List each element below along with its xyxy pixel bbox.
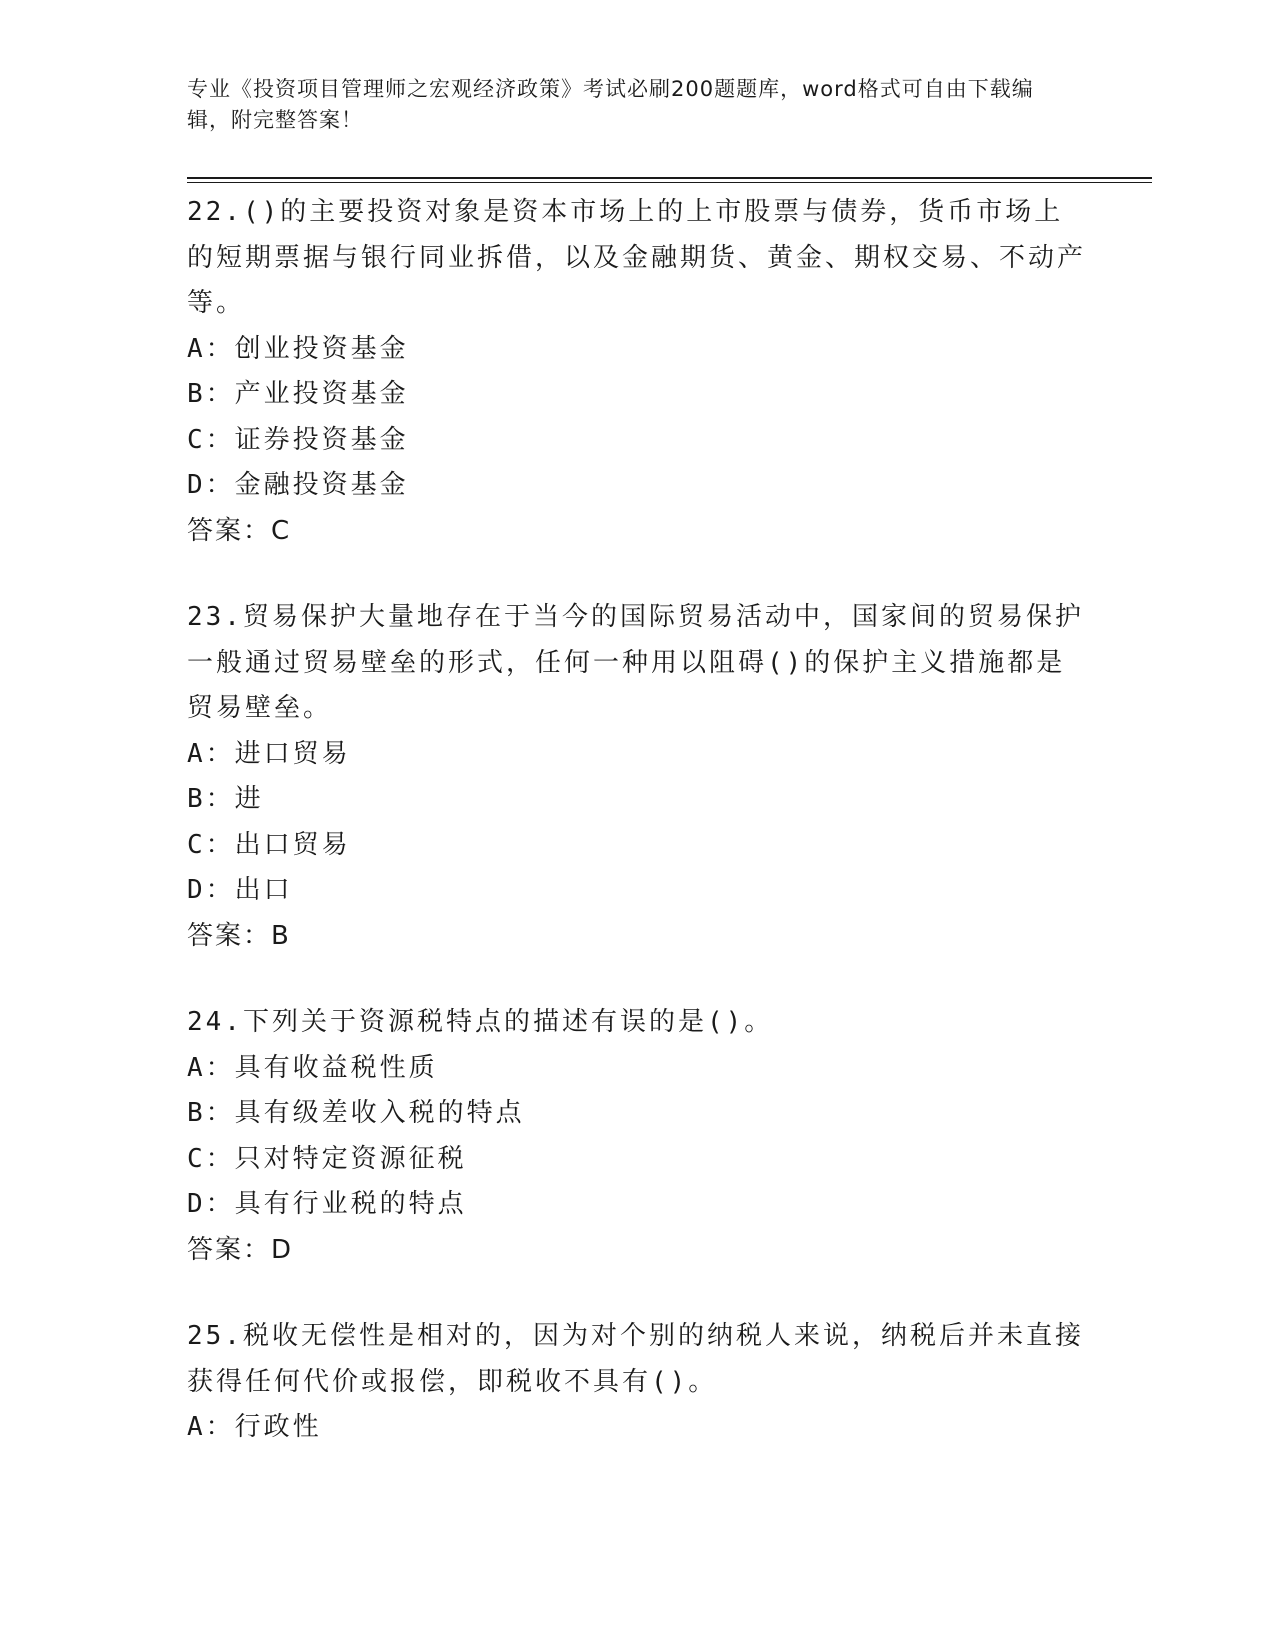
answer-line: 答案：D — [187, 1234, 294, 1265]
question-23 — [187, 595, 1087, 959]
question-stem: 23.贸易保护大量地存在于当今的国际贸易活动中，国家间的贸易保护一般通过贸易壁垒的形式，任何一种用以阻碍()的保护主义措施都是贸易壁垒。 — [187, 602, 1084, 723]
option-c: C：证券投资基金 — [187, 424, 409, 455]
option-b: B：产业投资基金 — [187, 379, 409, 409]
answer-line: 答案：B — [187, 920, 291, 951]
option-d: D：具有行业税的特点 — [187, 1189, 467, 1219]
option-a: A：具有收益税性质 — [187, 1052, 438, 1083]
question-25 — [187, 1314, 1087, 1451]
option-d: D：金融投资基金 — [187, 470, 409, 500]
option-a: A：行政性 — [187, 1412, 322, 1442]
question-stem: 24.下列关于资源税特点的描述有误的是()。 — [187, 1007, 774, 1037]
option-a: A：创业投资基金 — [187, 333, 409, 364]
answer-line: 答案：C — [187, 515, 292, 546]
question-list — [187, 190, 1087, 1492]
option-d: D：出口 — [187, 875, 293, 905]
question-stem: 22.()的主要投资对象是资本市场上的上市股票与债券，货币市场上的短期票据与银行同业拆借，以及金融期货、黄金、期权交易、不动产等。 — [187, 197, 1087, 318]
header-rule-thick — [187, 177, 1152, 179]
option-c: C：只对特定资源征税 — [187, 1143, 467, 1174]
question-stem: 25.税收无偿性是相对的，因为对个别的纳税人来说，纳税后并未直接获得任何代价或报偿，即税收不具有()。 — [187, 1321, 1084, 1397]
question-24 — [187, 1000, 1087, 1273]
document-header: 专业《投资项目管理师之宏观经济政策》考试必刷200题题库，word格式可自由下载编辑，附完整答案！ — [187, 77, 1034, 132]
question-22 — [187, 190, 1087, 554]
option-a: A：进口贸易 — [187, 738, 351, 769]
option-b: B：进 — [187, 784, 264, 814]
header-rule-thin — [187, 182, 1152, 183]
option-c: C：出口贸易 — [187, 829, 351, 860]
option-b: B：具有级差收入税的特点 — [187, 1098, 525, 1128]
